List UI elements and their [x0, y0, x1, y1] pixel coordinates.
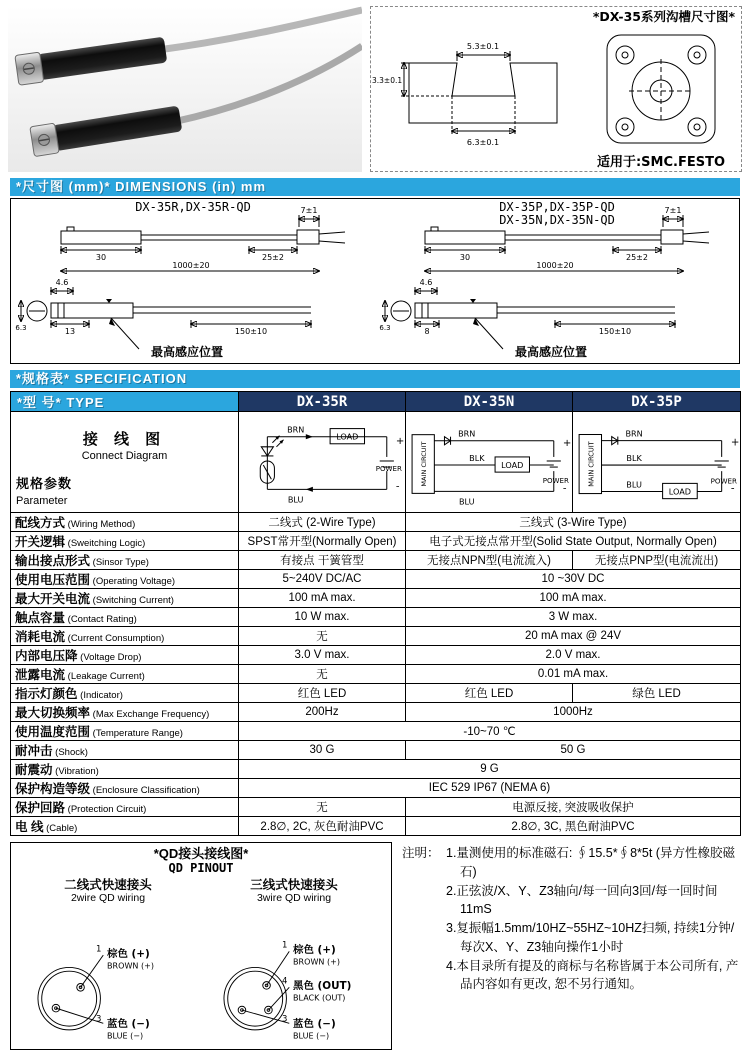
notes-label: 注明：	[402, 846, 440, 860]
qd-3wire-connector-diagram	[201, 904, 387, 1046]
dimension-drawing-dx35r	[11, 199, 375, 363]
model-right-label-1: DX-35P,DX-35P-QD	[499, 200, 615, 214]
spec-row	[11, 817, 741, 836]
spec-row-label: 保护回路 (Protection Circuit)	[11, 798, 239, 817]
spec-value: 绿色 LED	[573, 684, 741, 703]
spec-row	[11, 722, 741, 741]
spec-row	[11, 608, 741, 627]
spec-row-label: 最大切换频率 (Max Exchange Frequency)	[11, 703, 239, 722]
spec-row-label: 电 线 (Cable)	[11, 817, 239, 836]
groove-dim-left: 3.3±0.1	[372, 76, 403, 85]
minus-label: -	[395, 481, 400, 493]
spec-row	[11, 798, 741, 817]
groove-dim-bottom: 6.3±0.1	[466, 138, 500, 147]
spec-row-label: 开关逻辑 (Sweitching Logic)	[11, 532, 239, 551]
pin-label-en: BROWN (+)	[107, 961, 154, 971]
blk-label: BLK	[469, 452, 485, 463]
spec-row-label: 指示灯颜色 (Indicator)	[11, 684, 239, 703]
pin-number: 3	[281, 1014, 288, 1025]
qd-title-cn: *QD接头接线图*	[153, 846, 249, 861]
spec-value: 9 G	[239, 760, 741, 779]
bottom-section	[10, 842, 740, 1050]
spec-value: 无接点NPN型(电流流入)	[406, 551, 573, 570]
spec-row	[11, 665, 741, 684]
model-header-dx35n: DX-35N	[406, 392, 573, 412]
spec-row-label: 最大开关电流 (Switching Current)	[11, 589, 239, 608]
minus-label: -	[562, 483, 567, 495]
wiring-diagram-dx35n	[406, 412, 572, 512]
spec-row	[11, 760, 741, 779]
groove-dimension-drawing	[371, 7, 741, 171]
blk-label: BLK	[626, 452, 642, 463]
wiring-diagram-dx35p	[573, 412, 740, 512]
pin-label-en: BLACK (OUT)	[293, 993, 346, 1003]
spec-value: 2.0 V max.	[406, 646, 741, 665]
minus-label: -	[730, 483, 735, 495]
spec-row	[11, 779, 741, 798]
dim-30: 30	[95, 253, 107, 262]
dimensions-section	[10, 198, 740, 364]
spec-row-label: 使用电压范围 (Operating Voltage)	[11, 570, 239, 589]
qd-pinout-box	[10, 842, 392, 1050]
spec-value: 三线式 (3-Wire Type)	[406, 513, 741, 532]
spec-row-label: 使用温度范围 (Temperature Range)	[11, 722, 239, 741]
qd-3wire-label-en: 3wire QD wiring	[256, 892, 332, 904]
dim-13: 13	[64, 327, 76, 336]
load-label: LOAD	[336, 431, 359, 442]
dim-25: 25±2	[626, 253, 648, 262]
spec-row	[11, 627, 741, 646]
connect-diagram-row	[11, 412, 741, 513]
groove-dim-top: 5.3±0.1	[466, 42, 500, 51]
dimension-left-title	[11, 201, 375, 214]
notes-section	[402, 842, 740, 1050]
spec-row	[11, 684, 741, 703]
spec-row	[11, 741, 741, 760]
spec-value: 0.01 mA max.	[406, 665, 741, 684]
load-label: LOAD	[501, 460, 524, 471]
pin-number: 1	[281, 940, 288, 951]
brn-label: BRN	[458, 428, 476, 439]
connect-diagram-label-cell	[11, 412, 239, 513]
spec-value: 无	[239, 665, 406, 684]
spec-value: 5~240V DC/AC	[239, 570, 406, 589]
spec-value: 2.8∅, 3C, 黑色耐油PVC	[406, 817, 741, 836]
connect-diagram-label-en: Connect Diagram	[81, 450, 168, 462]
max-sense-label-left: 最高感应位置	[150, 345, 224, 359]
dim-1000: 1000±20	[172, 261, 210, 270]
specification-header-bar: *规格表* SPECIFICATION	[10, 370, 740, 388]
power-label: POWER	[542, 476, 569, 486]
spec-row	[11, 532, 741, 551]
spec-row-label: 消耗电流 (Current Consumption)	[11, 627, 239, 646]
spec-value: 100 mA max.	[406, 589, 741, 608]
wiring-diagram-dx35r	[239, 412, 405, 512]
wiring-diagram-dx35p-cell	[573, 412, 741, 513]
dim-46: 4.6	[419, 278, 433, 287]
load-label: LOAD	[668, 486, 692, 497]
spec-value: SPST常开型(Normally Open)	[239, 532, 406, 551]
main-circuit-label: MAIN CIRCUIT	[420, 441, 429, 487]
spec-value: 3 W max.	[406, 608, 741, 627]
connect-diagram-label-cn: 接 线 图	[82, 431, 167, 448]
spec-value: 10 W max.	[239, 608, 406, 627]
brn-label: BRN	[287, 424, 305, 435]
pin-label-cn: 蓝色 (−)	[107, 1018, 150, 1031]
spec-value: 1000Hz	[406, 703, 741, 722]
spec-row-label: 耐冲击 (Shock)	[11, 741, 239, 760]
top-section	[0, 0, 750, 172]
pin-label-en: BLUE (−)	[107, 1031, 144, 1041]
pin-label-en: BLUE (−)	[293, 1031, 330, 1041]
type-header: *型 号* TYPE	[11, 392, 239, 412]
model-left-label: DX-35R,DX-35R-QD	[135, 200, 251, 214]
notes-list	[446, 844, 740, 1050]
plus-label: +	[730, 437, 740, 449]
qd-title-en: QD PINOUT	[168, 861, 234, 875]
spec-value: 红色 LED	[239, 684, 406, 703]
dim-150: 150±10	[598, 327, 632, 336]
spec-row-label: 保护构造等级 (Enclosure Classification)	[11, 779, 239, 798]
pin-label-cn: 蓝色 (−)	[293, 1018, 336, 1031]
spec-row	[11, 589, 741, 608]
spec-value: 30 G	[239, 741, 406, 760]
dim-7: 7±1	[300, 206, 318, 215]
note-item: 4.本目录所有提及的商标与名称皆属于本公司所有, 产品内容如有更改, 恕不另行通知。	[446, 958, 739, 992]
spec-row-label: 泄露电流 (Leakage Current)	[11, 665, 239, 684]
dim-30: 30	[459, 253, 471, 262]
spec-value: 有接点 干簧管型	[239, 551, 406, 570]
main-circuit-label: MAIN CIRCUIT	[587, 441, 596, 487]
power-label: POWER	[375, 464, 402, 474]
qd-2wire-label-cn: 二线式快速接头	[64, 878, 152, 892]
dim-46: 4.6	[55, 278, 69, 287]
dim-1000: 1000±20	[536, 261, 574, 270]
dim-7: 7±1	[664, 206, 682, 215]
product-photo	[8, 6, 362, 172]
model-header-row	[11, 392, 741, 412]
groove-profile	[409, 63, 557, 123]
model-header-dx35r: DX-35R	[239, 392, 406, 412]
dim-8: 8	[424, 327, 430, 336]
groove-title: *DX-35系列沟槽尺寸图*	[592, 9, 735, 24]
spec-value: 50 G	[406, 741, 741, 760]
spec-row	[11, 551, 741, 570]
model-header-dx35p: DX-35P	[573, 392, 741, 412]
note-item: 3.复振幅1.5mm/10HZ~55HZ~10HZ扫频, 持续1分钟/每次X、Y、Z3轴向操作1小时	[446, 921, 735, 954]
spec-value: 电子式无接点常开型(Solid State Output, Normally Open)	[406, 532, 741, 551]
dim-25: 25±2	[262, 253, 284, 262]
spec-row	[11, 646, 741, 665]
dim-150: 150±10	[234, 327, 268, 336]
qd-3wire-label-cn: 三线式快速接头	[250, 878, 338, 892]
brn-label: BRN	[625, 428, 643, 439]
note-item: 2.正弦波/X、Y、Z3轴向/每一回向3回/每一回时间11mS	[446, 883, 718, 917]
spec-value: 2.8∅, 2C, 灰色耐油PVC	[239, 817, 406, 836]
spec-row	[11, 703, 741, 722]
spec-row-label: 内部电压降 (Voltage Drop)	[11, 646, 239, 665]
blu-label: BLU	[287, 494, 304, 505]
spec-value: 无	[239, 798, 406, 817]
spec-value: -10~70 ℃	[239, 722, 741, 741]
pin-label-en: BROWN (+)	[293, 957, 340, 967]
spec-value: IEC 529 IP67 (NEMA 6)	[239, 779, 741, 798]
plus-label: +	[395, 435, 405, 447]
parameter-label-cn: 规格参数	[16, 476, 73, 491]
spec-value: 红色 LED	[406, 684, 573, 703]
spec-value: 3.0 V max.	[239, 646, 406, 665]
qd-2wire-label-en: 2wire QD wiring	[70, 892, 146, 904]
pin-label-cn: 棕色 (+)	[107, 948, 150, 961]
spec-row-label: 耐震动 (Vibration)	[11, 760, 239, 779]
spec-value: 电源反接, 突波吸收保护	[406, 798, 741, 817]
pin-number: 1	[95, 944, 102, 955]
spec-row	[11, 570, 741, 589]
pin-number: 4	[281, 976, 288, 987]
spec-table	[10, 391, 741, 836]
spec-value: 无	[239, 627, 406, 646]
dim-63: 6.3	[379, 324, 391, 332]
spec-row-label: 触点容量 (Contact Rating)	[11, 608, 239, 627]
dim-63: 6.3	[15, 324, 27, 332]
dimension-right-title	[375, 201, 739, 227]
blu-label: BLU	[626, 479, 642, 490]
spec-value: 二线式 (2-Wire Type)	[239, 513, 406, 532]
wiring-diagram-dx35n-cell	[406, 412, 573, 513]
pin-label-cn: 黑色 (OUT)	[293, 980, 352, 993]
dimension-right-half	[375, 199, 739, 363]
blu-label: BLU	[458, 496, 475, 507]
qd-2wire-connector-diagram	[15, 904, 201, 1046]
spec-value: 10 ~30V DC	[406, 570, 741, 589]
spec-value: 无接点PNP型(电流流出)	[573, 551, 741, 570]
parameter-label-en: Parameter	[16, 495, 68, 507]
spec-row	[11, 513, 741, 532]
apply-label: 适用于:SMC.FESTO	[596, 155, 726, 170]
groove-dimension-panel	[370, 6, 742, 172]
max-sense-label-right: 最高感应位置	[514, 345, 588, 359]
spec-value: 100 mA max.	[239, 589, 406, 608]
note-item: 1.量测使用的标准磁石: ∮15.5*∮8*5t (异方性橡胶磁石)	[446, 846, 735, 879]
pin-number: 3	[95, 1014, 102, 1025]
power-label: POWER	[710, 476, 737, 486]
plus-label: +	[562, 437, 572, 449]
dimensions-header-bar: *尺寸图 (mm)* DIMENSIONS (in) mm	[10, 178, 740, 196]
sensor-photo-image	[8, 6, 362, 172]
wiring-diagram-dx35r-cell	[239, 412, 406, 513]
spec-row-label: 输出接点形式 (Sinsor Type)	[11, 551, 239, 570]
flange-face	[607, 35, 715, 143]
dimension-left-half	[11, 199, 375, 363]
spec-row-label: 配线方式 (Wiring Method)	[11, 513, 239, 532]
spec-value: 20 mA max @ 24V	[406, 627, 741, 646]
pin-label-cn: 棕色 (+)	[293, 944, 336, 957]
model-right-label-2: DX-35N,DX-35N-QD	[499, 213, 615, 227]
spec-value: 200Hz	[239, 703, 406, 722]
